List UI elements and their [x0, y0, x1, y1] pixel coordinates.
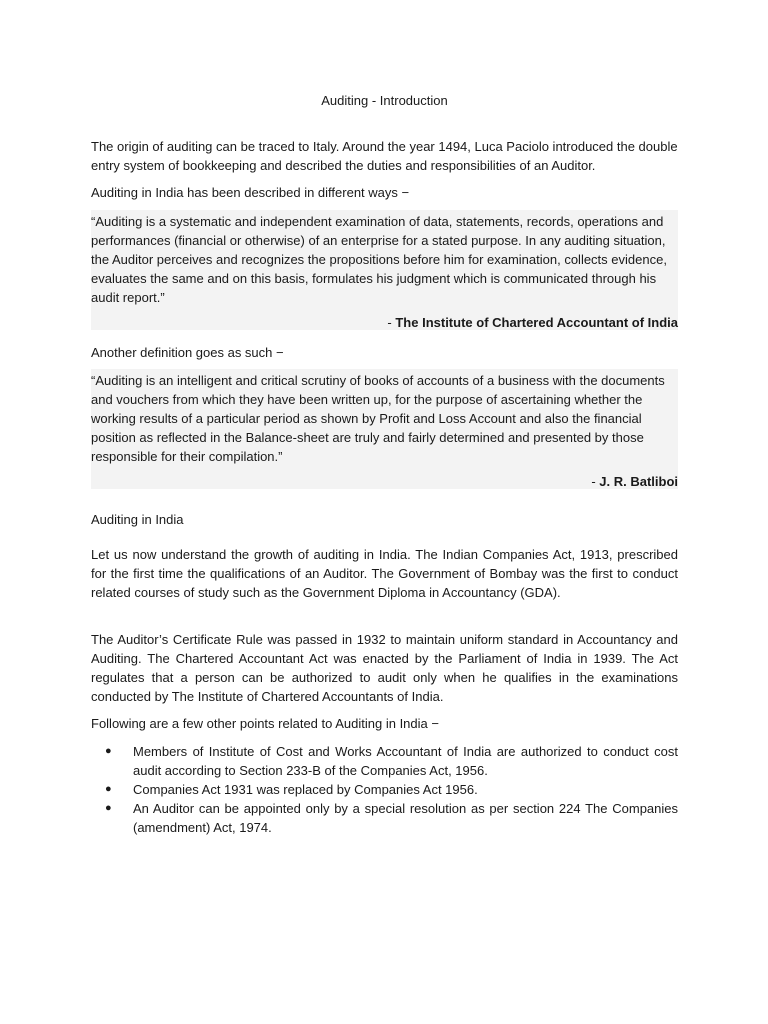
quote-text: “Auditing is an intelligent and critical scrutiny of books of accounts of a business with the documents and vouchers from which they have been written up, for the purpose of ascertaining whether the working results of a particular period as shown by Profit and Loss Account and also the financial position as reflected in the Balance-sheet are truly and fairly determined and presented by those responsible for their compilation.” — [91, 373, 665, 464]
quote-block-batliboi — [91, 369, 678, 489]
quote-attribution — [91, 313, 678, 332]
quote-attribution — [91, 472, 678, 491]
list-item — [91, 799, 678, 837]
attribution-dash: - — [387, 315, 396, 330]
bullet-icon: ● — [105, 745, 112, 757]
list-item — [91, 742, 678, 780]
list-item — [91, 780, 678, 799]
attribution-author: The Institute of Chartered Accountant of India — [395, 315, 678, 330]
list-item-text: Members of Institute of Cost and Works Accountant of India are authorized to conduct cost audit according to Section 233-B of the Companies Act, 1956. — [133, 744, 678, 778]
another-definition-paragraph: Another definition goes as such − — [91, 345, 284, 360]
quote-block-icai — [91, 210, 678, 330]
bullet-icon: ● — [105, 802, 112, 814]
certificate-paragraph: The Auditor’s Certificate Rule was passed in 1932 to maintain uniform standard in Accountancy and Auditing. The Chartered Accountant Act was enacted by the Parliament of India in 1939. The Act regulates that a person can be authorized to audit only when he qualifies in the examinations conducted by The Institute of Chartered Accountants of India. — [91, 632, 678, 704]
document-title: Auditing - Introduction — [321, 93, 448, 108]
points-list — [91, 742, 678, 837]
growth-paragraph: Let us now understand the growth of auditing in India. The Indian Companies Act, 1913, prescribed for the first time the qualifications of an Auditor. The Government of Bombay was the first to conduct related courses of study such as the Government Diploma in Accountancy (GDA). — [91, 547, 678, 600]
attribution-dash: - — [591, 474, 600, 489]
list-item-text: An Auditor can be appointed only by a special resolution as per section 224 The Companies (amendment) Act, 1974. — [133, 801, 678, 835]
intro-paragraph: The origin of auditing can be traced to Italy. Around the year 1494, Luca Paciolo introduced the double entry system of bookkeeping and described the duties and responsibilities of an Auditor. — [91, 139, 678, 173]
section-heading: Auditing in India — [91, 512, 184, 527]
attribution-author: J. R. Batliboi — [599, 474, 678, 489]
bullet-icon: ● — [105, 783, 112, 795]
following-paragraph: Following are a few other points related to Auditing in India − — [91, 716, 439, 731]
india-ways-paragraph: Auditing in India has been described in different ways − — [91, 185, 410, 200]
list-item-text: Companies Act 1931 was replaced by Companies Act 1956. — [133, 782, 478, 797]
quote-text: “Auditing is a systematic and independent examination of data, statements, records, operations and performances (financial or otherwise) of an enterprise for a stated purpose. In any auditing situation, the Auditor perceives and recognizes the propositions before him for examination, collects evidence, evaluates the same and on this basis, formulates his judgment which is communicated through his audit report.” — [91, 214, 667, 305]
